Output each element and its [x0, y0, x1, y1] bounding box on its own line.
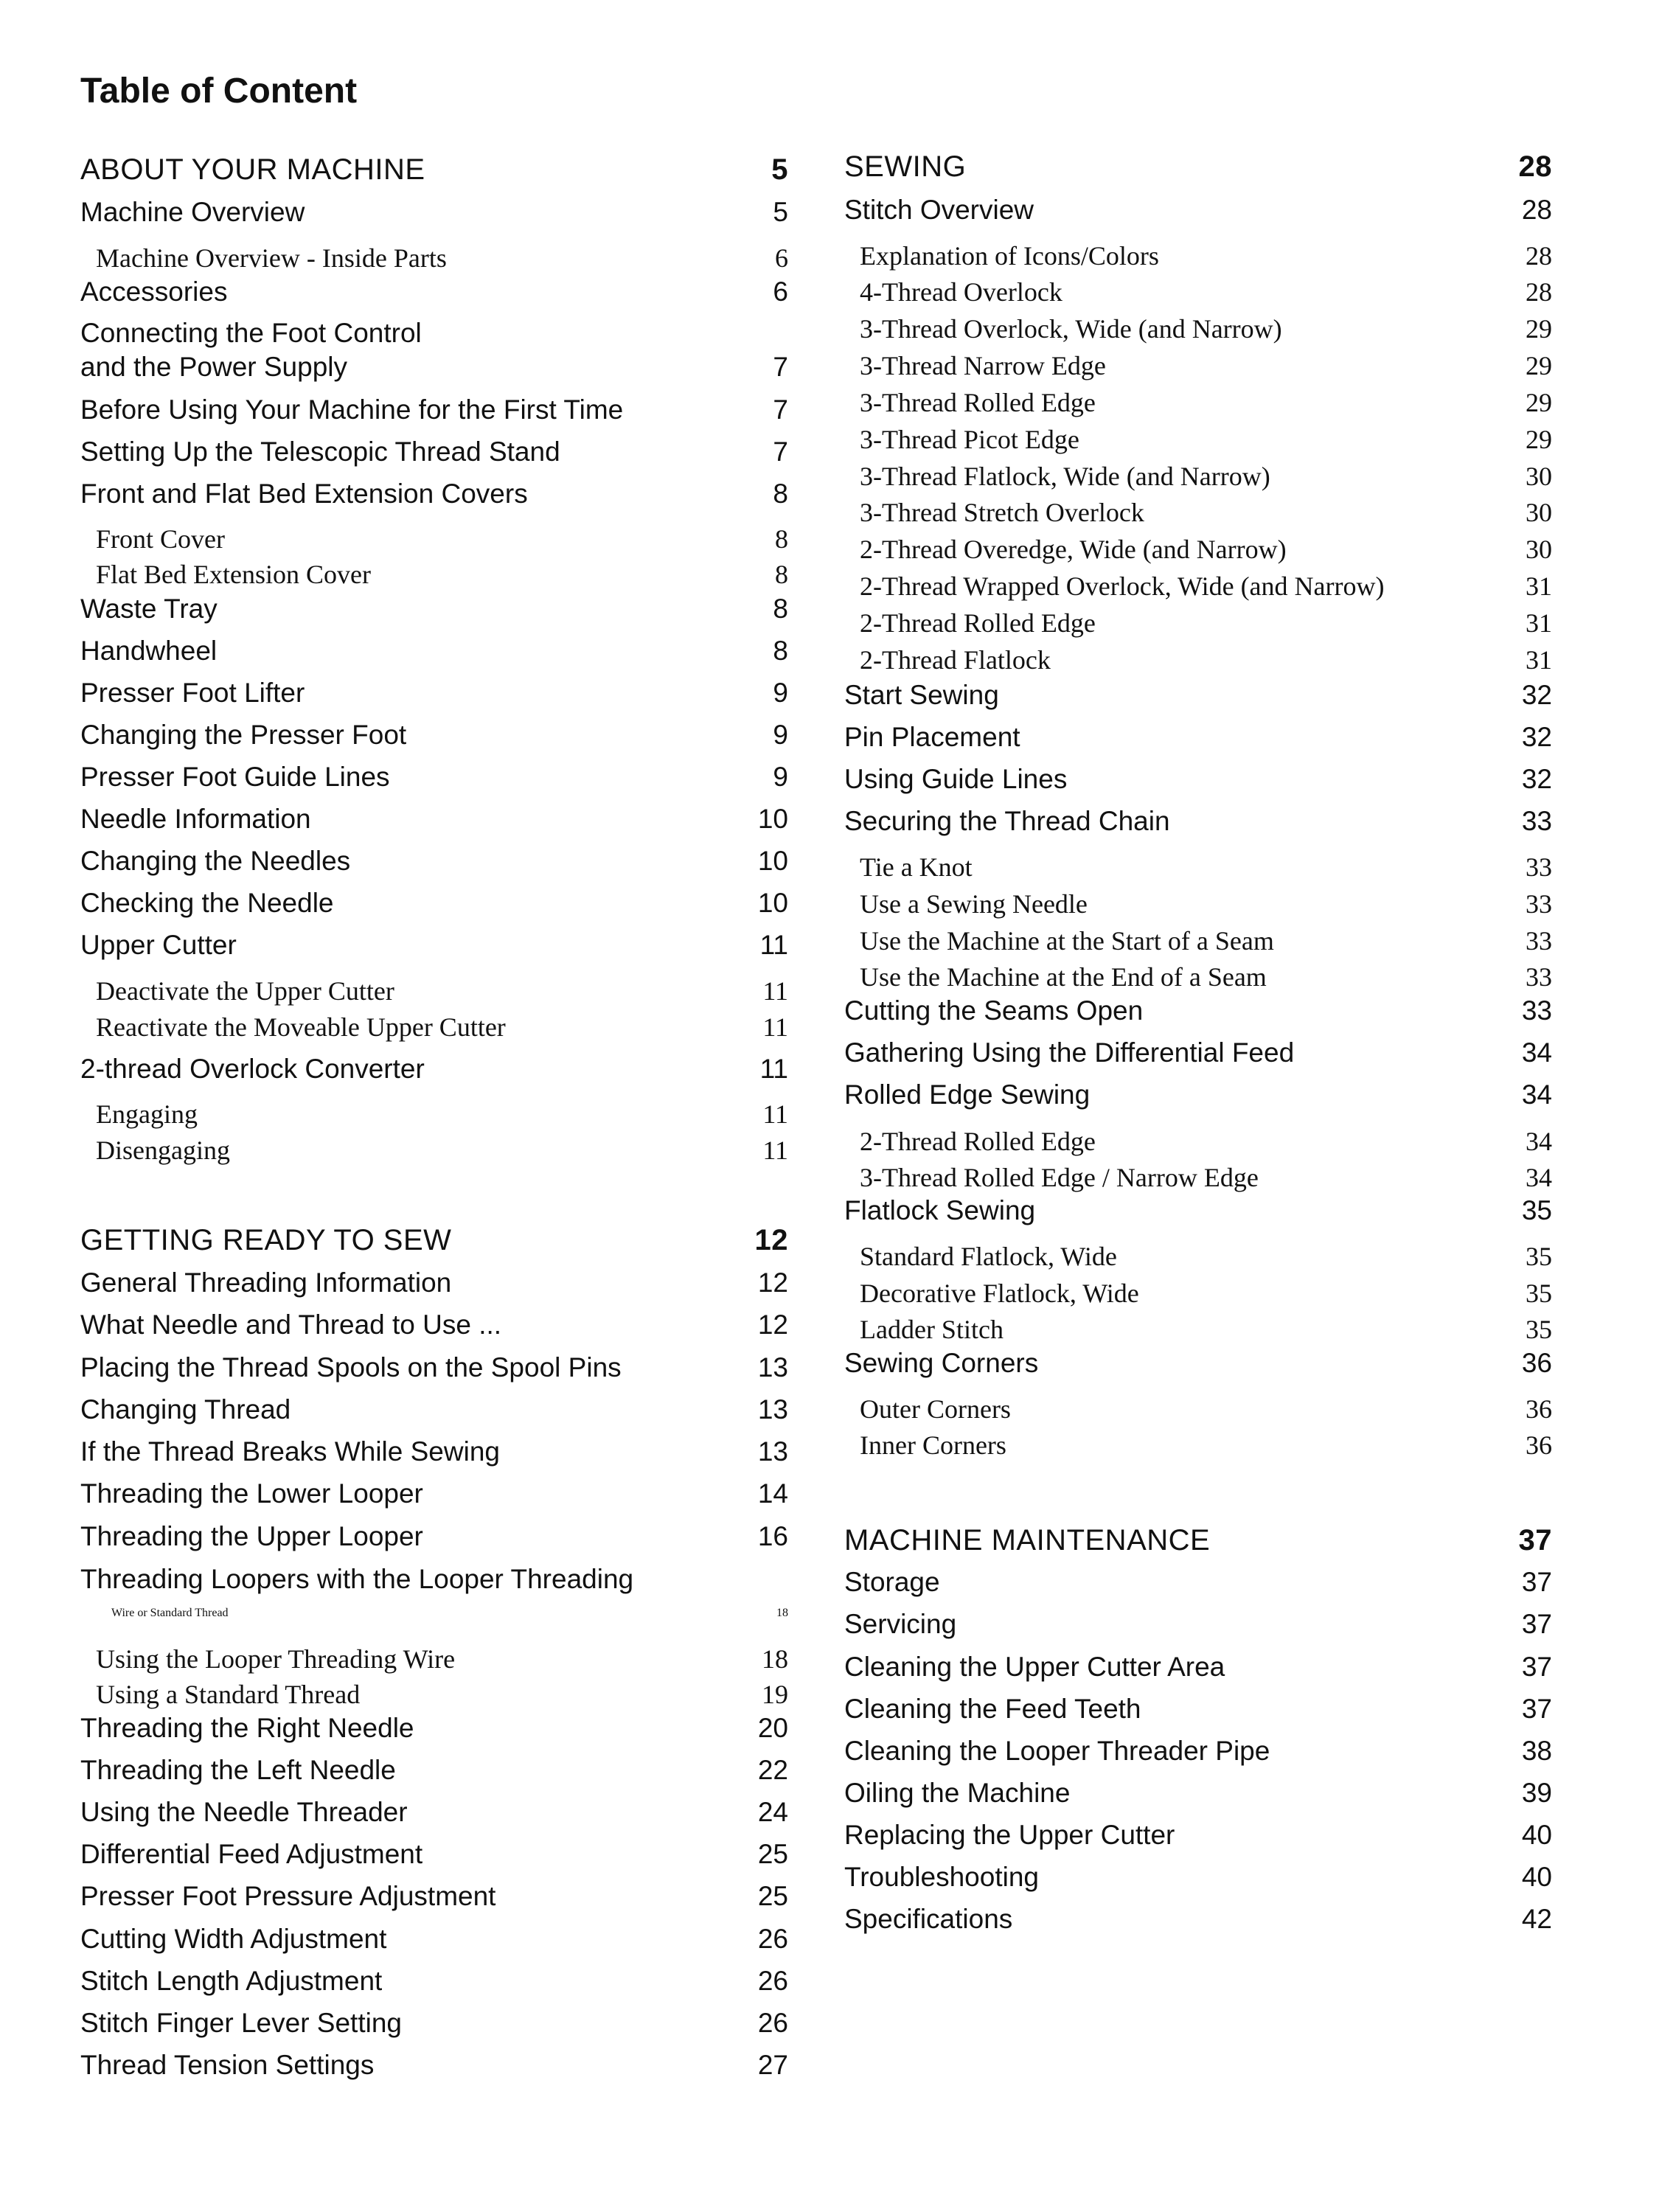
toc-entry-title: Using Guide Lines: [844, 764, 1068, 794]
toc-entry-page-number: 26: [757, 2008, 788, 2038]
toc-entry[interactable]: [80, 1879, 788, 1913]
toc-entry-page-number: 29: [1526, 314, 1552, 344]
toc-entry[interactable]: [80, 1266, 788, 1300]
toc-entry-page-number: 35: [1526, 1242, 1552, 1271]
toc-entry-page-number: 30: [1526, 462, 1552, 491]
toc-entry-page-number: 12: [757, 1310, 788, 1340]
toc-entry-title: Flat Bed Extension Cover: [96, 560, 371, 589]
toc-entry-title: Cutting Width Adjustment: [80, 1924, 387, 1954]
toc-entry-page-number: 42: [1521, 1904, 1552, 1934]
toc-entry-page-number: 30: [1526, 498, 1552, 527]
toc-entry-page-number: 8: [773, 636, 788, 666]
toc-entry[interactable]: [80, 1922, 788, 1956]
toc-entry-title: Outer Corners: [860, 1394, 1011, 1424]
toc-entry-title: 2-Thread Rolled Edge: [860, 1127, 1096, 1156]
toc-entry-page-number: 28: [1521, 195, 1552, 225]
toc-entry-title: Waste Tray: [80, 594, 218, 624]
toc-entry[interactable]: [844, 1818, 1552, 1852]
toc-entry[interactable]: [844, 459, 1552, 493]
toc-entry-title: MACHINE MAINTENANCE: [844, 1524, 1211, 1557]
toc-entry-title: Threading the Left Needle: [80, 1755, 396, 1785]
toc-entry-page-number: 32: [1521, 722, 1552, 752]
toc-entry-page-number: 10: [757, 804, 788, 834]
toc-entry-title: 2-thread Overlock Converter: [80, 1054, 425, 1084]
toc-entry-page-number: 35: [1521, 1195, 1552, 1225]
toc-entry-title: Inner Corners: [860, 1430, 1006, 1460]
toc-entry[interactable]: [80, 557, 788, 591]
toc-entry[interactable]: [80, 844, 788, 878]
toc-entry-page-number: 26: [757, 1924, 788, 1954]
toc-entry-page-number: 20: [757, 1713, 788, 1743]
toc-entry-page-number: 10: [757, 888, 788, 918]
toc-entry[interactable]: [844, 1239, 1552, 1273]
toc-entry-title: Tie a Knot: [860, 852, 973, 882]
toc-entry[interactable]: [844, 1312, 1552, 1346]
toc-entry-page-number: 11: [762, 1099, 788, 1129]
toc-entry[interactable]: [80, 1097, 788, 1131]
toc-entry[interactable]: [80, 1795, 788, 1829]
toc-entry[interactable]: [80, 1308, 788, 1342]
toc-entry[interactable]: [80, 1133, 788, 1167]
toc-entry-title: Handwheel: [80, 636, 218, 666]
toc-entry-title: Changing Thread: [80, 1394, 291, 1425]
toc-entry[interactable]: [844, 887, 1552, 921]
toc-entry[interactable]: [844, 678, 1552, 712]
toc-entry-title: Presser Foot Lifter: [80, 678, 305, 708]
toc-entry-page-number: 13: [757, 1436, 788, 1467]
toc-entry-page-number: 14: [757, 1478, 788, 1509]
toc-entry-page-number: 9: [773, 762, 788, 792]
toc-entry-page-number: 16: [757, 1521, 788, 1551]
toc-entry-title: 3-Thread Flatlock, Wide (and Narrow): [860, 462, 1270, 491]
toc-entry-title: Wire or Standard Thread: [111, 1607, 229, 1619]
toc-entry[interactable]: [844, 193, 1552, 227]
toc-entry[interactable]: [844, 804, 1552, 838]
toc-entry-page-number: 7: [773, 394, 788, 425]
toc-entry-title: Front Cover: [96, 524, 225, 554]
toc-entry[interactable]: [844, 495, 1552, 529]
toc-entry-page-number: 5: [771, 153, 788, 186]
toc-entry-title: Upper Cutter: [80, 930, 237, 960]
toc-entry-title: Troubleshooting: [844, 1862, 1039, 1892]
toc-entry[interactable]: [844, 1565, 1552, 1599]
toc-entry-title: Pin Placement: [844, 722, 1020, 752]
toc-entry-title: Threading Loopers with the Looper Threading: [80, 1564, 634, 1594]
toc-entry-title: Stitch Overview: [844, 195, 1034, 225]
toc-entry-title: Decorative Flatlock, Wide: [860, 1279, 1139, 1308]
toc-entry[interactable]: [80, 1393, 788, 1427]
toc-entry-page-number: 32: [1521, 764, 1552, 794]
toc-entry[interactable]: [844, 1194, 1552, 1228]
toc-entry-page-number: 37: [1521, 1652, 1552, 1682]
toc-entry[interactable]: [844, 1276, 1552, 1310]
toc-entry-page-number: 37: [1521, 1567, 1552, 1597]
toc-entry-title: ABOUT YOUR MACHINE: [80, 153, 425, 186]
toc-entry[interactable]: [844, 960, 1552, 994]
toc-entry[interactable]: [80, 1477, 788, 1511]
toc-section-heading[interactable]: [844, 1523, 1552, 1557]
toc-entry[interactable]: [844, 1346, 1552, 1380]
toc-entry[interactable]: [844, 643, 1552, 677]
toc-entry-title: 2-Thread Rolled Edge: [860, 608, 1096, 638]
page-title: Table of Content: [80, 72, 358, 111]
toc-entry-page-number: 40: [1521, 1820, 1552, 1850]
toc-entry-title: Cleaning the Looper Threader Pipe: [844, 1736, 1270, 1766]
toc-entry[interactable]: [844, 239, 1552, 273]
toc-section-heading[interactable]: [80, 1223, 788, 1257]
toc-entry-page-number: 37: [1521, 1609, 1552, 1639]
toc-entry-page-number: 34: [1526, 1127, 1552, 1156]
toc-entry[interactable]: [80, 1351, 788, 1385]
toc-entry-page-number: 22: [757, 1755, 788, 1785]
toc-entry[interactable]: [80, 1642, 788, 1676]
toc-entry-title: Cutting the Seams Open: [844, 995, 1144, 1026]
toc-entry-title: Using the Looper Threading Wire: [96, 1644, 456, 1674]
toc-entry-page-number: 11: [759, 1054, 788, 1084]
toc-entry-title: Flatlock Sewing: [844, 1195, 1036, 1225]
toc-entry-title: Use the Machine at the End of a Seam: [860, 962, 1267, 992]
toc-entry-title: 2-Thread Wrapped Overlock, Wide (and Narrow): [860, 571, 1385, 601]
toc-entry[interactable]: [80, 1520, 788, 1554]
toc-entry-page-number: 8: [775, 560, 788, 589]
toc-entry-page-number: 13: [757, 1352, 788, 1382]
toc-entry-title: 3-Thread Stretch Overlock: [860, 498, 1144, 527]
toc-entry-page-number: 36: [1526, 1430, 1552, 1460]
toc-entry-page-number: 7: [773, 352, 788, 382]
toc-entry-title: Machine Overview: [80, 197, 305, 227]
toc-entry[interactable]: [80, 241, 788, 275]
toc-entry-page-number: 29: [1526, 351, 1552, 380]
toc-entry[interactable]: [80, 974, 788, 1008]
toc-entry-title: Before Using Your Machine for the First Time: [80, 394, 624, 425]
toc-entry[interactable]: [80, 2048, 788, 2082]
toc-entry[interactable]: [80, 1435, 788, 1469]
toc-entry-title: Setting Up the Telescopic Thread Stand: [80, 437, 560, 467]
toc-entry-page-number: 8: [773, 479, 788, 509]
toc-entry-page-number: 35: [1526, 1315, 1552, 1344]
toc-entry-page-number: 33: [1521, 995, 1552, 1026]
toc-entry-page-number: 9: [773, 678, 788, 708]
toc-entry-title: Ladder Stitch: [860, 1315, 1004, 1344]
toc-entry[interactable]: [80, 195, 788, 229]
toc-entry-page-number: 36: [1521, 1348, 1552, 1378]
toc-entry[interactable]: [844, 1161, 1552, 1194]
toc-entry[interactable]: [80, 928, 788, 962]
toc-entry-title: Use a Sewing Needle: [860, 889, 1088, 919]
toc-entry[interactable]: [844, 1860, 1552, 1894]
toc-entry-page-number: 35: [1526, 1279, 1552, 1308]
toc-entry[interactable]: [80, 316, 788, 350]
toc-entry[interactable]: [844, 1692, 1552, 1726]
toc-entry-page-number: 36: [1526, 1394, 1552, 1424]
toc-entry[interactable]: [844, 386, 1552, 420]
toc-entry-page-number: 12: [754, 1224, 788, 1256]
toc-entry-title: General Threading Information: [80, 1267, 452, 1298]
toc-entry-title: Checking the Needle: [80, 888, 334, 918]
toc-entry[interactable]: [844, 1392, 1552, 1426]
toc-entry-title: Standard Flatlock, Wide: [860, 1242, 1117, 1271]
toc-entry-page-number: 28: [1526, 241, 1552, 271]
toc-entry[interactable]: [844, 569, 1552, 603]
toc-entry-title: Needle Information: [80, 804, 311, 834]
toc-entry[interactable]: [844, 762, 1552, 796]
toc-entry-title: Start Sewing: [844, 680, 999, 710]
toc-entry-page-number: 28: [1526, 277, 1552, 307]
toc-entry-page-number: 11: [762, 1135, 788, 1165]
toc-entry-title: Reactivate the Moveable Upper Cutter: [96, 1012, 506, 1042]
toc-entry[interactable]: [844, 1428, 1552, 1462]
toc-entry[interactable]: [844, 312, 1552, 346]
toc-entry[interactable]: [80, 435, 788, 469]
toc-entry-title: Using the Needle Threader: [80, 1797, 408, 1827]
toc-entry-title: Changing the Needles: [80, 846, 351, 876]
toc-entry-title: Using a Standard Thread: [96, 1680, 361, 1709]
toc-entry[interactable]: [844, 1607, 1552, 1641]
toc-entry[interactable]: [80, 1964, 788, 1998]
toc-entry-page-number: 26: [757, 1966, 788, 1996]
toc-entry-title: Storage: [844, 1567, 940, 1597]
toc-entry[interactable]: [844, 1650, 1552, 1684]
toc-entry-title: Accessories: [80, 276, 228, 307]
toc-entry-page-number: 7: [773, 437, 788, 467]
toc-entry-title: Threading the Lower Looper: [80, 1478, 423, 1509]
toc-entry[interactable]: [80, 350, 788, 384]
toc-entry[interactable]: [844, 532, 1552, 566]
toc-entry-title: Thread Tension Settings: [80, 2050, 375, 2080]
toc-entry-title: Disengaging: [96, 1135, 230, 1165]
toc-entry-page-number: 9: [773, 720, 788, 750]
toc-entry-page-number: 33: [1521, 806, 1552, 836]
toc-entry[interactable]: [80, 1596, 788, 1630]
toc-section-heading[interactable]: [844, 150, 1552, 184]
toc-entry-title: Sewing Corners: [844, 1348, 1039, 1378]
toc-entry-page-number: 34: [1521, 1037, 1552, 1068]
toc-entry[interactable]: [80, 1711, 788, 1745]
toc-entry-title: Engaging: [96, 1099, 198, 1129]
toc-entry-page-number: 11: [759, 930, 788, 960]
toc-entry-title: 3-Thread Narrow Edge: [860, 351, 1106, 380]
toc-entry-page-number: 5: [773, 197, 788, 227]
toc-entry-title: Securing the Thread Chain: [844, 806, 1170, 836]
toc-entry[interactable]: [80, 760, 788, 794]
toc-entry-title: SEWING: [844, 150, 967, 183]
toc-entry-page-number: 32: [1521, 680, 1552, 710]
toc-entry[interactable]: [80, 1837, 788, 1871]
toc-entry[interactable]: [80, 1010, 788, 1044]
toc-entry-page-number: 39: [1521, 1778, 1552, 1808]
toc-entry-page-number: 11: [762, 1012, 788, 1042]
toc-entry-page-number: 11: [762, 976, 788, 1006]
toc-entry-page-number: 31: [1526, 645, 1552, 675]
toc-entry[interactable]: [844, 606, 1552, 640]
toc-entry-page-number: 24: [757, 1797, 788, 1827]
toc-entry[interactable]: [80, 1562, 788, 1596]
toc-entry-page-number: 25: [757, 1839, 788, 1869]
toc-entry-page-number: 25: [757, 1881, 788, 1911]
toc-entry-title: 3-Thread Overlock, Wide (and Narrow): [860, 314, 1282, 344]
toc-entry-page-number: 37: [1521, 1694, 1552, 1724]
toc-entry-page-number: 6: [775, 243, 788, 273]
toc-entry[interactable]: [80, 1753, 788, 1787]
toc-entry-title: Oiling the Machine: [844, 1778, 1071, 1808]
toc-entry-page-number: 28: [1518, 150, 1552, 183]
toc-entry-page-number: 33: [1526, 962, 1552, 992]
toc-entry[interactable]: [844, 1078, 1552, 1112]
toc-entry-title: Rolled Edge Sewing: [844, 1079, 1091, 1110]
toc-entry-title: Cleaning the Upper Cutter Area: [844, 1652, 1225, 1682]
toc-entry[interactable]: [80, 718, 788, 752]
toc-entry-page-number: 18: [776, 1607, 788, 1619]
toc-entry-title: Replacing the Upper Cutter: [844, 1820, 1175, 1850]
toc-entry[interactable]: [80, 522, 788, 556]
toc-entry[interactable]: [844, 275, 1552, 309]
toc-entry-title: Threading the Upper Looper: [80, 1521, 423, 1551]
toc-entry-title: 3-Thread Rolled Edge / Narrow Edge: [860, 1163, 1259, 1192]
toc-entry-title: Presser Foot Guide Lines: [80, 762, 390, 792]
toc-entry[interactable]: [844, 924, 1552, 958]
toc-entry-title: Deactivate the Upper Cutter: [96, 976, 394, 1006]
toc-entry-page-number: 34: [1521, 1079, 1552, 1110]
toc-entry[interactable]: [844, 349, 1552, 383]
toc-entry[interactable]: [80, 634, 788, 668]
toc-entry-page-number: 10: [757, 846, 788, 876]
toc-entry[interactable]: [844, 1036, 1552, 1070]
toc-entry-title: Differential Feed Adjustment: [80, 1839, 423, 1869]
toc-entry[interactable]: [80, 886, 788, 920]
toc-entry-title: Use the Machine at the Start of a Seam: [860, 926, 1274, 956]
toc-entry-page-number: 6: [773, 276, 788, 307]
toc-entry-page-number: 30: [1526, 535, 1552, 564]
toc-entry-title: Threading the Right Needle: [80, 1713, 414, 1743]
toc-entry-title: 3-Thread Rolled Edge: [860, 388, 1096, 417]
toc-entry-title: Servicing: [844, 1609, 957, 1639]
toc-entry[interactable]: [844, 1124, 1552, 1158]
toc-entry-title: What Needle and Thread to Use ...: [80, 1310, 502, 1340]
toc-entry-page-number: 19: [762, 1680, 788, 1709]
toc-entry[interactable]: [80, 802, 788, 836]
toc-entry[interactable]: [844, 1734, 1552, 1768]
toc-entry-title: Machine Overview - Inside Parts: [96, 243, 447, 273]
toc-entry-title: Stitch Length Adjustment: [80, 1966, 383, 1996]
toc-entry-page-number: 29: [1526, 425, 1552, 454]
toc-entry-page-number: 33: [1526, 926, 1552, 956]
toc-entry-page-number: 38: [1521, 1736, 1552, 1766]
toc-entry-title: Explanation of Icons/Colors: [860, 241, 1159, 271]
toc-entry-page-number: 40: [1521, 1862, 1552, 1892]
toc-entry-title: 2-Thread Overedge, Wide (and Narrow): [860, 535, 1287, 564]
toc-entry-page-number: 31: [1526, 571, 1552, 601]
toc-entry-title: 3-Thread Picot Edge: [860, 425, 1079, 454]
toc-entry-title: Gathering Using the Differential Feed: [844, 1037, 1295, 1068]
toc-entry[interactable]: [844, 1776, 1552, 1810]
toc-entry-title: Cleaning the Feed Teeth: [844, 1694, 1141, 1724]
toc-entry-title: Placing the Thread Spools on the Spool Pins: [80, 1352, 622, 1382]
toc-entry-title: Changing the Presser Foot: [80, 720, 407, 750]
toc-entry-page-number: 12: [757, 1267, 788, 1298]
toc-entry[interactable]: [844, 994, 1552, 1028]
toc-entry-title: 4-Thread Overlock: [860, 277, 1062, 307]
toc-entry-page-number: 27: [757, 2050, 788, 2080]
toc-entry-page-number: 13: [757, 1394, 788, 1425]
toc-entry-page-number: 8: [775, 524, 788, 554]
toc-entry-title: 2-Thread Flatlock: [860, 645, 1051, 675]
toc-entry-page-number: 29: [1526, 388, 1552, 417]
toc-entry-title: Specifications: [844, 1904, 1013, 1934]
toc-entry[interactable]: [844, 1902, 1552, 1936]
toc-entry-title: Front and Flat Bed Extension Covers: [80, 479, 528, 509]
toc-entry-title: GETTING READY TO SEW: [80, 1224, 452, 1256]
toc-entry-title: Connecting the Foot Control: [80, 318, 422, 348]
toc-entry[interactable]: [80, 2006, 788, 2040]
toc-entry[interactable]: [80, 393, 788, 427]
toc-entry-page-number: 31: [1526, 608, 1552, 638]
toc-entry[interactable]: [80, 477, 788, 511]
toc-entry-title: Presser Foot Pressure Adjustment: [80, 1881, 496, 1911]
toc-entry-page-number: 33: [1526, 889, 1552, 919]
toc-entry[interactable]: [80, 1677, 788, 1711]
toc-section-heading[interactable]: [80, 153, 788, 187]
toc-entry-page-number: 8: [773, 594, 788, 624]
toc-entry-page-number: 33: [1526, 852, 1552, 882]
toc-entry-title: Stitch Finger Lever Setting: [80, 2008, 402, 2038]
toc-entry[interactable]: [844, 422, 1552, 456]
toc-entry-page-number: 18: [762, 1644, 788, 1674]
toc-entry-page-number: 34: [1526, 1163, 1552, 1192]
toc-entry[interactable]: [844, 720, 1552, 754]
toc-entry[interactable]: [80, 275, 788, 309]
toc-entry[interactable]: [80, 1052, 788, 1086]
toc-entry[interactable]: [844, 850, 1552, 884]
toc-entry[interactable]: [80, 676, 788, 710]
toc-entry-title: and the Power Supply: [80, 352, 348, 382]
toc-entry[interactable]: [80, 592, 788, 626]
toc-entry-page-number: 37: [1518, 1524, 1552, 1557]
toc-entry-title: If the Thread Breaks While Sewing: [80, 1436, 500, 1467]
